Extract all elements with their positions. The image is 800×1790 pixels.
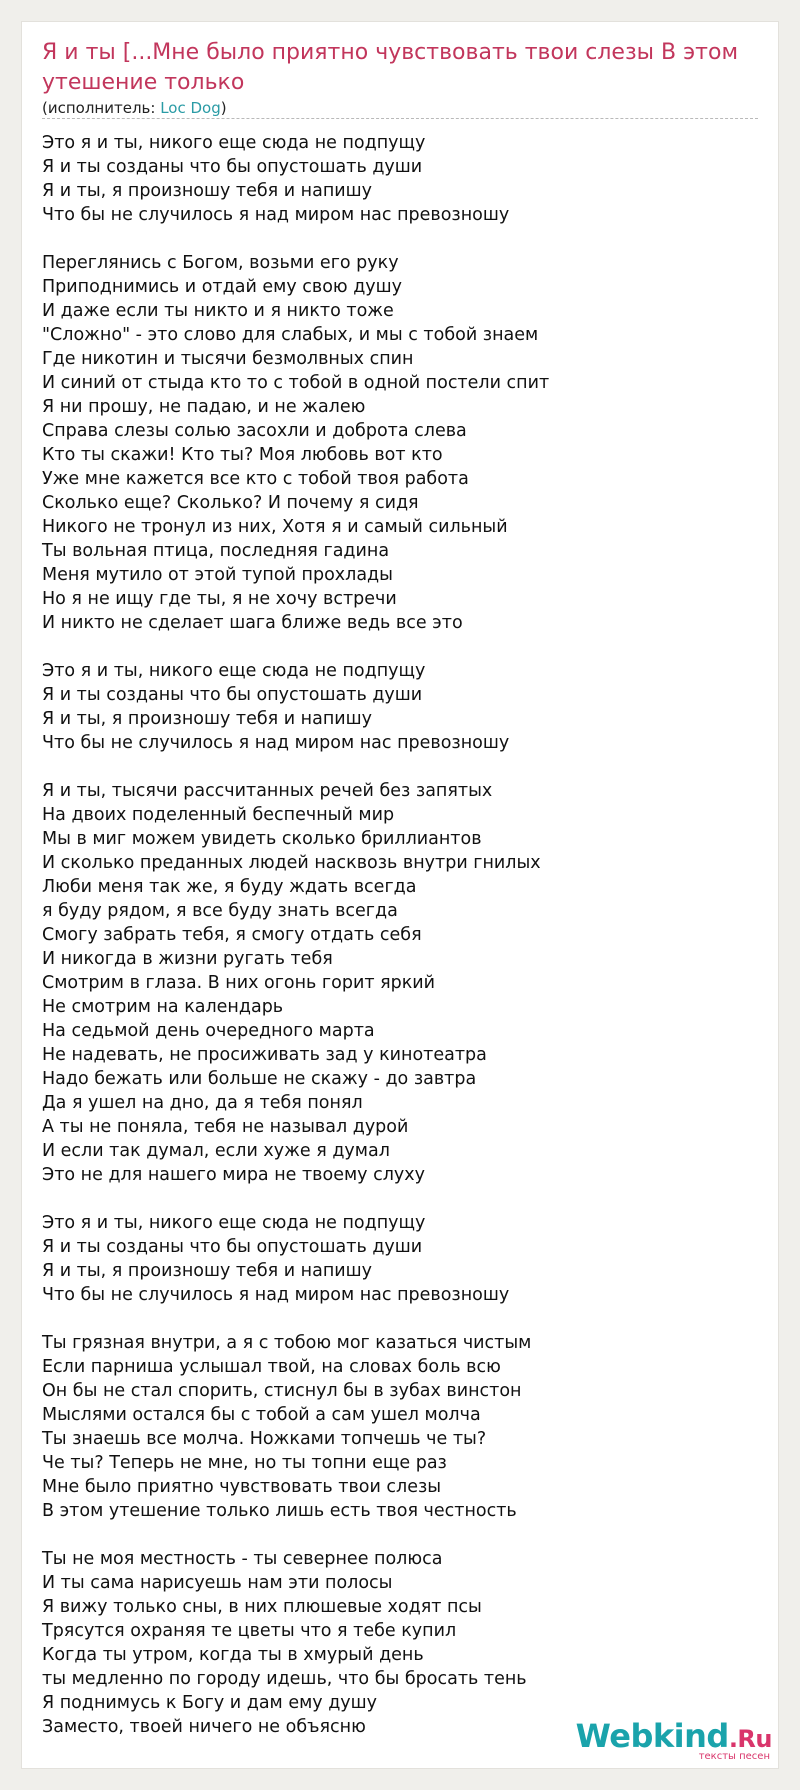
lyric-line: Это я и ты, никого еще сюда не подпущу [42,661,426,681]
lyric-line: Меня мутило от этой тупой прохлады [42,565,393,585]
lyric-line: я буду рядом, я все буду знать всегда [42,901,398,921]
lyric-line: Приподнимись и отдай ему свою душу [42,277,403,297]
stanza-break [42,1307,762,1331]
lyric-line: Надо бежать или больше не скажу - до завтра [42,1069,477,1089]
lyric-line: Я и ты созданы что бы опустошать души [42,157,423,177]
lyric-line: Заместо, твоей ничего не объясню [42,1717,366,1737]
lyric-line: Я и ты, я произношу тебя и напишу [42,709,373,729]
lyric-line: Я и ты созданы что бы опустошать души [42,685,423,705]
lyric-line: Я и ты, я произношу тебя и напишу [42,181,373,201]
lyric-line: Мы в миг можем увидеть сколько бриллиантов [42,829,482,849]
lyric-line: Не надевать, не просиживать зад у кинотеатра [42,1045,487,1065]
lyric-line: Я и ты, я произношу тебя и напишу [42,1261,373,1281]
lyric-line: Ты не моя местность - ты севернее полюса [42,1549,443,1569]
lyric-line: Люби меня так же, я буду ждать всегда [42,877,417,897]
artist-suffix: ) [220,99,227,117]
lyric-line: И даже если ты никто и я никто тоже [42,301,394,321]
lyric-line: Где никотин и тысячи безмолвных спин [42,349,414,369]
lyric-line: Но я не ищу где ты, я не хочу встречи [42,589,397,609]
lyric-line: Я и ты, тысячи рассчитанных речей без запятых [42,781,493,801]
lyric-line: Это я и ты, никого еще сюда не подпущу [42,133,426,153]
lyric-line: В этом утешение только лишь есть твоя честность [42,1501,517,1521]
lyric-line: Я и ты созданы что бы опустошать души [42,1237,423,1257]
site-logo[interactable] [576,1719,772,1762]
lyric-line: И никто не сделает шага ближе ведь все это [42,613,463,633]
lyric-line: Я ни прошу, не падаю, и не жалею [42,397,366,417]
lyric-line: Никого не тронул из них, Хотя я и самый сильный [42,517,508,537]
lyric-line: Если парниша услышал твой, на словах боль всю [42,1357,501,1377]
lyric-line: ты медленно по городу идешь, что бы бросать тень [42,1669,527,1689]
lyric-line: Это не для нашего мира не твоему слуху [42,1165,425,1185]
lyrics-text [42,131,762,1739]
lyric-line: Что бы не случилось я над миром нас превозношу [42,733,510,753]
logo-name: Webkind [575,1717,729,1755]
lyric-line: И ты сама нарисуешь нам эти полосы [42,1573,393,1593]
lyric-line: Сколько еще? Сколько? И почему я сидя [42,493,419,513]
lyric-line: Я вижу только сны, в них плюшевые ходят псы [42,1597,482,1617]
lyric-line: Когда ты утром, когда ты в хмурый день [42,1645,424,1665]
artist-prefix: (исполнитель: [42,99,161,117]
artist-link[interactable]: Loc Dog [160,99,221,117]
lyric-line: "Сложно" - это слово для слабых, и мы с тобой знаем [42,325,539,345]
stanza-break [42,635,762,659]
lyric-line: Ты знаешь все молча. Ножками топчешь че ты? [42,1429,487,1449]
lyric-line: На седьмой день очередного марта [42,1021,375,1041]
lyric-line: И синий от стыда кто то с тобой в одной постели спит [42,373,550,393]
lyric-line: Я поднимусь к Богу и дам ему душу [42,1693,378,1713]
stanza-break [42,755,762,779]
lyric-line: Что бы не случилось я над миром нас превозношу [42,1285,510,1305]
lyric-line: Это я и ты, никого еще сюда не подпущу [42,1213,426,1233]
lyric-line: Мыслями остался бы с тобой а сам ушел молча [42,1405,481,1425]
lyric-line: Справа слезы солью засохли и доброта слева [42,421,467,441]
stanza-break [42,1187,762,1211]
logo-tld: .Ru [728,1725,772,1753]
lyric-line: На двоих поделенный беспечный мир [42,805,395,825]
lyric-line: Ты вольная птица, последняя гадина [42,541,390,561]
lyric-line: Смогу забрать тебя, я смогу отдать себя [42,925,422,945]
lyric-line: И если так думал, если хуже я думал [42,1141,390,1161]
stanza-break [42,227,762,251]
lyric-line: Кто ты скажи! Кто ты? Моя любовь вот кто [42,445,443,465]
lyric-line: Уже мне кажется все кто с тобой твоя работа [42,469,469,489]
lyric-line: А ты не поняла, тебя не называл дурой [42,1117,409,1137]
lyric-line: Не смотрим на календарь [42,997,284,1017]
lyric-line: Мне было приятно чувствовать твои слезы [42,1477,442,1497]
lyric-line: Смотрим в глаза. В них огонь горит яркий [42,973,436,993]
song-title: Я и ты [...Мне было приятно чувствовать твои слезы В этом утешение только [42,40,739,95]
lyric-line: Переглянись с Богом, возьми его руку [42,253,399,273]
lyric-line: Трясутся охраняя те цветы что я тебе купил [42,1621,457,1641]
lyric-line: И сколько преданных людей насквозь внутри гнилых [42,853,541,873]
lyric-line: Что бы не случилось я над миром нас превозношу [42,205,510,225]
lyric-line: Он бы не стал спорить, стиснул бы в зубах винстон [42,1381,522,1401]
lyric-line: И никогда в жизни ругать тебя [42,949,333,969]
lyric-line: Да я ушел на дно, да я тебя понял [42,1093,363,1113]
logo-tagline: тексты песен [698,1751,770,1762]
stanza-break [42,1523,762,1547]
lyric-line: Че ты? Теперь не мне, но ты топни еще раз [42,1453,447,1473]
lyric-line: Ты грязная внутри, а я с тобою мог казаться чистым [42,1333,532,1353]
artist-line [42,98,758,119]
